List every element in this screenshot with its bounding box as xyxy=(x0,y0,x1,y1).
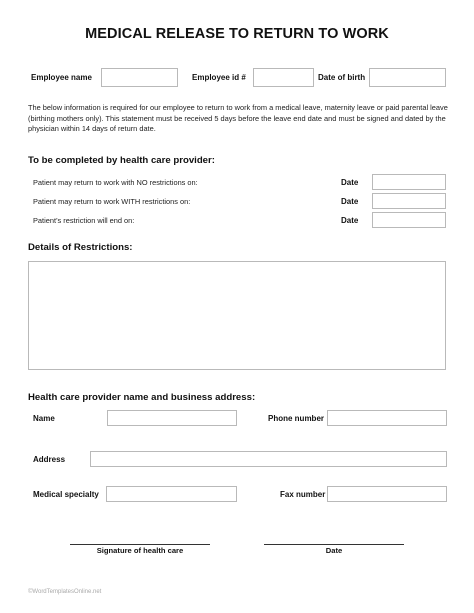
restrictions-textarea[interactable] xyxy=(28,261,446,370)
no-restrictions-label: Patient may return to work with NO restrictions on: xyxy=(33,178,198,187)
restriction-end-date-label: Date xyxy=(341,216,359,225)
address-field[interactable] xyxy=(90,451,447,467)
employee-name-field[interactable] xyxy=(101,68,178,87)
employee-name-label: Employee name xyxy=(31,73,92,82)
intro-paragraph: The below information is required for our employee to return to work from a medical leave, maternity leave or paid parental leave (birthing mothers only). This statement must be received 5 days before the leave end date and must be signed and dated by the physician within 14 days of return date. xyxy=(28,103,448,134)
employee-id-field[interactable] xyxy=(253,68,314,87)
signature-date-label: Date xyxy=(325,546,343,555)
with-restrictions-date-field[interactable] xyxy=(372,193,446,209)
signature-label: Signature of health care xyxy=(96,546,184,555)
employee-id-label: Employee id # xyxy=(192,73,246,82)
no-restrictions-date-label: Date xyxy=(341,178,359,187)
fax-number-field[interactable] xyxy=(327,486,447,502)
restriction-end-date-field[interactable] xyxy=(372,212,446,228)
restriction-end-label: Patient’s restriction will end on: xyxy=(33,216,135,225)
phone-number-field[interactable] xyxy=(327,410,447,426)
restrictions-heading: Details of Restrictions: xyxy=(28,242,133,253)
provider-section-heading: To be completed by health care provider: xyxy=(28,155,215,166)
date-line[interactable] xyxy=(264,544,404,545)
medical-specialty-field[interactable] xyxy=(106,486,237,502)
date-of-birth-field[interactable] xyxy=(369,68,446,87)
footer-credit: ©WordTemplatesOnline.net xyxy=(28,589,102,595)
phone-number-label: Phone number xyxy=(268,414,325,423)
signature-line[interactable] xyxy=(70,544,210,545)
address-label: Address xyxy=(33,455,66,464)
provider-info-heading: Health care provider name and business address: xyxy=(28,392,256,403)
no-restrictions-date-field[interactable] xyxy=(372,174,446,190)
medical-specialty-label: Medical specialty xyxy=(33,490,99,499)
with-restrictions-date-label: Date xyxy=(341,197,359,206)
provider-name-field[interactable] xyxy=(107,410,237,426)
form-title: MEDICAL RELEASE TO RETURN TO WORK xyxy=(85,26,389,42)
date-of-birth-label: Date of birth xyxy=(318,73,366,82)
fax-number-label: Fax number xyxy=(280,490,326,499)
provider-name-label: Name xyxy=(33,414,55,423)
with-restrictions-label: Patient may return to work WITH restrictions on: xyxy=(33,197,191,206)
